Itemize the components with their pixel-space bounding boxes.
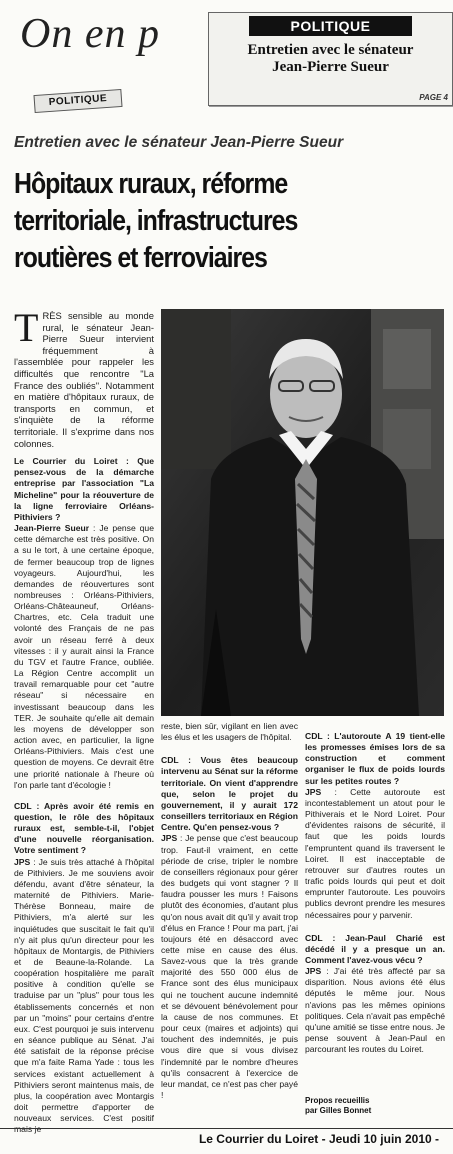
clipping-title-line1: Entretien avec le sénateur [247,42,414,58]
question-4: CDL : L'autoroute A 19 tient-elle les promesses émises lors de sa construction et comment organiser le flux de poids lourds sur les petites routes ? [305,731,445,786]
answer-2-continuation: reste, bien sûr, vigilant en lien avec les élus et les usagers de l'hôpital. [161,721,298,743]
clipping-label [208,12,453,106]
answer-1-text: : Je pense que cette démarche est très positive. On a su le tort, à une certaine époque, de fermer beaucoup trop de lignes voyageurs. Aujourd'hui, les demandes de réouvertures sont nombreuses : Orléans-Pithiviers, Orléans-Châteauneuf, Orléans-Chartres, etc. Cela traduit une volonté des Français de ne pas avoir un réseau ferré à deux vitesses : il y aurait ainsi la France du TGV et l'autre France, oubliée. La Région Centre accomplit un travail remarquable pour cet "autre réseau" si nécessaire en investissant beaucoup dans les TER. Je souhaite qu'elle ait demain les moyens de développer son action avec, en particulier, la ligne Orléans-Pithiviers. Mais c'est une question de moyens. Ce devrait être une priorité nationale à l'heure où l'on parle tant d'écologie ! [14,523,154,790]
interview-credit [305,1096,371,1116]
credit-line1: Propos recueillis [305,1096,370,1105]
clipping-title-line2: Jean-Pierre Sueur [272,59,389,75]
answer-1 [14,523,154,791]
speaker-name: JPS [14,856,31,867]
column-1 [14,305,154,1136]
speaker-name: JPS [161,833,178,844]
page-footer [0,1128,453,1149]
footer-text: Le Courrier du Loiret - Jeudi 10 juin 2010 - [198,1132,439,1146]
masthead: On en p [20,11,160,57]
clipping-tag: POLITIQUE [249,16,412,36]
answer-4 [305,787,445,921]
answer-5-text: : J'ai été très affecté par sa disparition. Nous avions été élus députés le même jour. Nous n'avions pas les mêmes opinions politiques. Cela n'avait pas empêché qu'une amitié se tisse entre nous. Je pense souvent à Jean-Paul en parcourant les routes du Loiret. [305,966,445,1055]
senator-photo [161,309,444,716]
question-1: Le Courrier du Loiret : Que pensez-vous de la démarche entreprise par l'association "La Micheline" pour la réouverture de la ligne ferroviaire Orléans-Pithiviers ? [14,456,154,522]
clipping-page: PAGE 4 [419,93,448,102]
article-kicker: Entretien avec le sénateur Jean-Pierre Sueur [14,134,344,151]
answer-5 [305,966,445,1055]
question-5: CDL : Jean-Paul Charié est décédé il y a presque un an. Comment l'avez-vous vécu ? [305,932,445,965]
lead-text: RÈS sensible au monde rural, le sénateur Jean-Pierre Sueur intervient fréquemment à l'assemblée pour rappeler les difficultés que rencontre "La France des oubliés". Notamment en matière d'hôpitaux ruraux, de transports en commun, et s'inquiète de la réforme territoriale. Il s'exprime dans nos colonnes. [14,310,154,449]
headline-line2: territoriale, infrastructures [14,205,298,237]
answer-3-text: : Je pense que c'est beaucoup trop. Faut-il vraiment, en cette période de crise, tripler le nombre de conseillers régionaux pour gérer des budgets qui vont stagner ? Il faudra pousser les murs ! Faisons plutôt des économies, d'autant plus qu'on nous avait dit qu'il y avait trop d'élus en France ! Pour ma part, j'ai toujours été en désaccord avec cette mise en cause des élus. Savez-vous que la très grande majorité des 550 000 élus de France sont des élus municipaux qui ne touchent aucune indemnité et se dévouent bénévolement pour la cause de nos communes. Et pour ceux (maires et adjoints) qui touchent des indemnités, je puis vous dire que si vous divisez l'indemnité par le nombre d'heures qu'ils consacrent à l'exercice de leur mandat, ce n'est pas cher payé ! [161,833,298,1100]
answer-2-text: : Je suis très attaché à l'hôpital de Pithiviers. Je me souviens avoir défendu, avant d'être sénateur, la maternité de Pithiviers. Marie-Thérèse Bonneau, maire de Pithiviers, m'a alerté sur les inquiétudes que suscitait le fait qu'il n'y ait plus qu'un directeur pour les hôpitaux de Montargis, de Pithiviers et de Beaune-la-Rolande. La coopération hospitalière me paraît positive à condition qu'elle se traduise par un "plus" pour tous les établissements concernés et non par un "moins" pour certains d'entre eux. C'est pourquoi je suis intervenu en séance publique au Sénat. J'ai été satisfait de la réponse précise que m'a faite Rama Yade : tous les services existant actuellement à Pithiviers seront maintenus mais, de plus, la coopération avec Montargis doit permettre d'apporter de nouveaux services. C'est positif mais je [14,856,154,1135]
headline-line3: routières et ferroviaires [14,242,267,274]
column-2 [161,721,298,1101]
speaker-name: Jean-Pierre Sueur [14,523,90,534]
column-3 [305,731,445,1055]
dropcap: T [14,305,39,350]
question-2: CDL : Après avoir été remis en question, le rôle des hôpitaux ruraux est, semble-t-il, l'objet d'une nouvelle réorganisation. Votre sentiment ? [14,800,154,856]
article-lead [14,305,154,449]
credit-line2: par Gilles Bonnet [305,1106,372,1115]
section-rubric: POLITIQUE [33,89,122,113]
clipping-title [209,42,452,76]
article-headline [14,166,444,277]
speaker-name: JPS [305,786,322,797]
headline-line1: Hôpitaux ruraux, réforme [14,168,288,200]
portrait-image [161,309,444,716]
question-3: CDL : Vous êtes beaucoup intervenu au Sénat sur la réforme territoriale. On vient d'apprendre que, selon le projet du gouvernement, il y aurait 172 conseillers territoriaux en Région Centre. Qu'en pensez-vous ? [161,755,298,833]
answer-4-text: : Cette autoroute est incontestablement un atout pour le Pithiverais et le Nord Loiret. Pour d'évidentes raisons de sécurité, il faut que les poids lourds l'empruntent quand ils traversent le Loiret. Il est inacceptable de retrouver sur d'autres routes un trafic poids lourds qui peut et doit emprunter l'autoroute. Les pouvoirs publics devront prendre les mesures nécessaires pour y parvenir. [305,786,445,920]
speaker-name: JPS [305,966,322,977]
answer-2 [14,857,154,1136]
answer-3 [161,833,298,1101]
